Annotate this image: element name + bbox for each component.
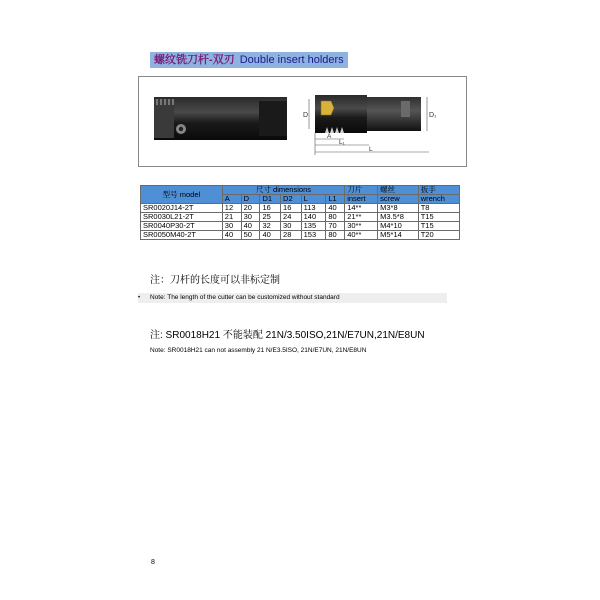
cell-d: 50 [241,231,260,240]
table-row [141,231,460,240]
cell-insert: 30** [345,222,378,231]
header-a: A [222,195,241,204]
cell-a: 21 [222,213,241,222]
section-title-cn: 螺纹铣刀杆-双刃 [154,54,235,66]
dim-a-label: A [327,133,332,140]
note-length-en: Note: The length of the cutter can be customized without standard [150,294,340,301]
cell-d2: 30 [281,222,302,231]
note-length-cn: 注：刀杆的长度可以非标定制 [150,275,280,286]
cell-model: SR0050M40-2T [141,231,223,240]
cell-d2: 28 [281,231,302,240]
cell-d1: 16 [260,204,281,213]
header-d2: D2 [281,195,302,204]
insert-icon [321,101,334,115]
header-l1: L1 [326,195,345,204]
tool-holder-drawing [139,77,466,166]
dim-d-label: D [303,112,309,119]
header-dimensions: 尺寸 dimensions [222,186,344,195]
header-d1: D1 [260,195,281,204]
spec-table [140,185,460,240]
table-header-row [141,186,460,195]
cell-wrench: T15 [418,222,459,231]
cell-insert: 14** [345,204,378,213]
cell-screw: M4*10 [378,222,419,231]
cell-insert: 40** [345,231,378,240]
note-assembly-cn: 注: SR0018H21 不能装配 21N/3.50ISO,21N/E7UN,21N/E8UN [150,330,425,341]
dim-l-label: L [369,146,373,153]
cell-a: 40 [222,231,241,240]
cell-model: SR0030L21-2T [141,213,223,222]
bullet-icon: • [138,295,141,301]
cell-insert: 21** [345,213,378,222]
cell-wrench: T8 [418,204,459,213]
header-screw-cn: 螺丝 [378,186,419,195]
cell-screw: M5*14 [378,231,419,240]
cell-d2: 16 [281,204,302,213]
cell-wrench: T20 [418,231,459,240]
header-d: D [241,195,260,204]
cell-d2: 24 [281,213,302,222]
cell-screw: M3*8 [378,204,419,213]
header-wrench-cn: 扳手 [418,186,459,195]
cell-d1: 25 [260,213,281,222]
page-number: 8 [151,559,155,566]
dim-d1-label: D₁ [429,112,437,119]
tool-holder-figure [138,76,467,167]
note-assembly-en: Note: SR0018H21 can not assembly 21 N/E3.5ISO, 21N/E7UN, 21N/E8UN [150,347,367,354]
cell-d: 20 [241,204,260,213]
cell-l: 140 [301,213,326,222]
cell-model: SR0040P30-2T [141,222,223,231]
header-model: 型号 model [141,186,223,204]
header-insert: insert [345,195,378,204]
cell-d1: 40 [260,231,281,240]
cell-l: 135 [301,222,326,231]
cell-l1: 80 [326,213,345,222]
cell-l: 153 [301,231,326,240]
cell-wrench: T15 [418,213,459,222]
tool-photo [154,97,287,140]
header-wrench: wrench [418,195,459,204]
cell-screw: M3.5*8 [378,213,419,222]
note-length-en-bar [138,293,447,303]
tool-drawing [303,95,437,155]
dim-l1-label: L₁ [339,139,345,146]
header-l: L [301,195,326,204]
cell-d: 40 [241,222,260,231]
header-insert-cn: 刀片 [345,186,378,195]
section-title-en: Double insert holders [239,54,344,66]
cell-a: 12 [222,204,241,213]
cell-l1: 70 [326,222,345,231]
cell-l1: 40 [326,204,345,213]
header-screw: screw [378,195,419,204]
cell-d: 30 [241,213,260,222]
cell-l1: 80 [326,231,345,240]
cell-d1: 32 [260,222,281,231]
cell-a: 30 [222,222,241,231]
cell-model: SR0020J14-2T [141,204,223,213]
section-title [150,52,348,68]
cell-l: 113 [301,204,326,213]
